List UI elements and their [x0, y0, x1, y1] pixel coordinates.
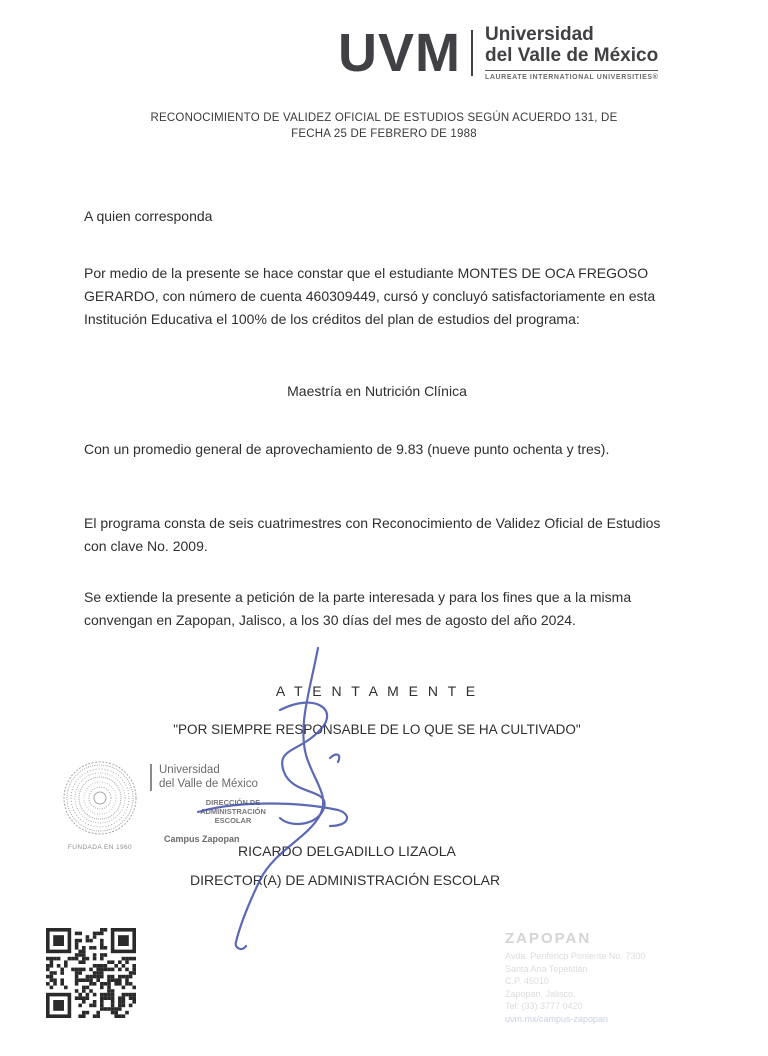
- footer-address-line: Tel: (33) 3777 0420: [505, 1001, 583, 1011]
- qr-code-icon: [46, 928, 136, 1018]
- footer-campus-name: ZAPOPAN: [505, 930, 592, 947]
- stamp-university-name: [150, 764, 278, 791]
- stamp-department-line1: DIRECCIÓN DE: [205, 798, 261, 807]
- paragraph-average: Con un promedio general de aprovechamiento de 9.83 (nueve punto ochenta y tres).: [84, 441, 610, 457]
- rvoe-header: [84, 110, 684, 142]
- uvm-wordmark: UVM: [338, 22, 461, 83]
- uvm-logo: [338, 24, 658, 81]
- footer-address-line: Avda. Periférico Poniente No. 7300: [505, 951, 646, 961]
- footer-address-block: [505, 930, 645, 1025]
- university-name-line1: Universidad: [485, 24, 594, 45]
- seal-icon: [54, 760, 146, 838]
- stamp-department: [188, 798, 278, 825]
- rvoe-header-line1: RECONOCIMIENTO DE VALIDEZ OFICIAL DE ESTUDIOS SEGÚN ACUERDO 131, DE: [150, 112, 618, 124]
- paragraph-issuance: Se extiende la presente a petición de la parte interesada y para los fines que a la misma convengan en Zapopan, Jalisco, a los 30 días del mes de agosto del año 2024.: [84, 589, 632, 628]
- stamp-text-block: [150, 764, 278, 844]
- logo-divider: [471, 30, 473, 76]
- salutation: A quien corresponda: [84, 208, 213, 224]
- qr-code: [46, 928, 136, 1018]
- seal-founded-label: FUNDADA EN 1960: [67, 844, 133, 851]
- program-name: Maestría en Nutrición Clínica: [287, 383, 467, 399]
- footer-address-line: Santa Ana Tepetitlán: [505, 963, 588, 974]
- university-name-block: [485, 24, 658, 81]
- closing-atentamente: A T E N T A M E N T E: [275, 683, 479, 699]
- stamp-university-line2: del Valle de México: [159, 777, 258, 790]
- paragraph-intro: Por medio de la presente se hace constar que el estudiante MONTES DE OCA FREGOSO GERARDO, con número de cuenta 460309449, cursó y concluyó satisfactoriamente en esta Institución Educativa el 100% de los créditos del plan de estudios del programa:: [84, 265, 656, 327]
- motto: "POR SIEMPRE RESPONSABLE DE LO QUE SE HA CULTIVADO": [173, 722, 581, 737]
- signer-name: RICARDO DELGADILLO LIZAOLA: [238, 843, 456, 859]
- signer-title: DIRECTOR(A) DE ADMINISTRACIÓN ESCOLAR: [190, 872, 501, 888]
- footer-website: uvm.mx/campus-zapopan: [505, 1013, 609, 1024]
- footer-address-line: C.P. 45010: [505, 976, 549, 986]
- stamp-university-line1: Universidad: [159, 764, 220, 776]
- official-seal: [50, 760, 150, 851]
- stamp-department-line2: ADMINISTRACIÓN ESCOLAR: [200, 807, 266, 825]
- logo-tagline: LAUREATE INTERNATIONAL UNIVERSITIES®: [485, 70, 658, 81]
- university-name-line2: del Valle de México: [485, 45, 659, 66]
- footer-address-line: Zapopan, Jalisco.: [505, 988, 576, 999]
- paragraph-rvoe: El programa consta de seis cuatrimestres con Reconocimiento de Validez Oficial de Estudios con clave No. 2009.: [84, 515, 661, 554]
- rvoe-header-line2: FECHA 25 DE FEBRERO DE 1988: [291, 128, 477, 140]
- stamp-campus: Campus Zapopan: [164, 834, 240, 844]
